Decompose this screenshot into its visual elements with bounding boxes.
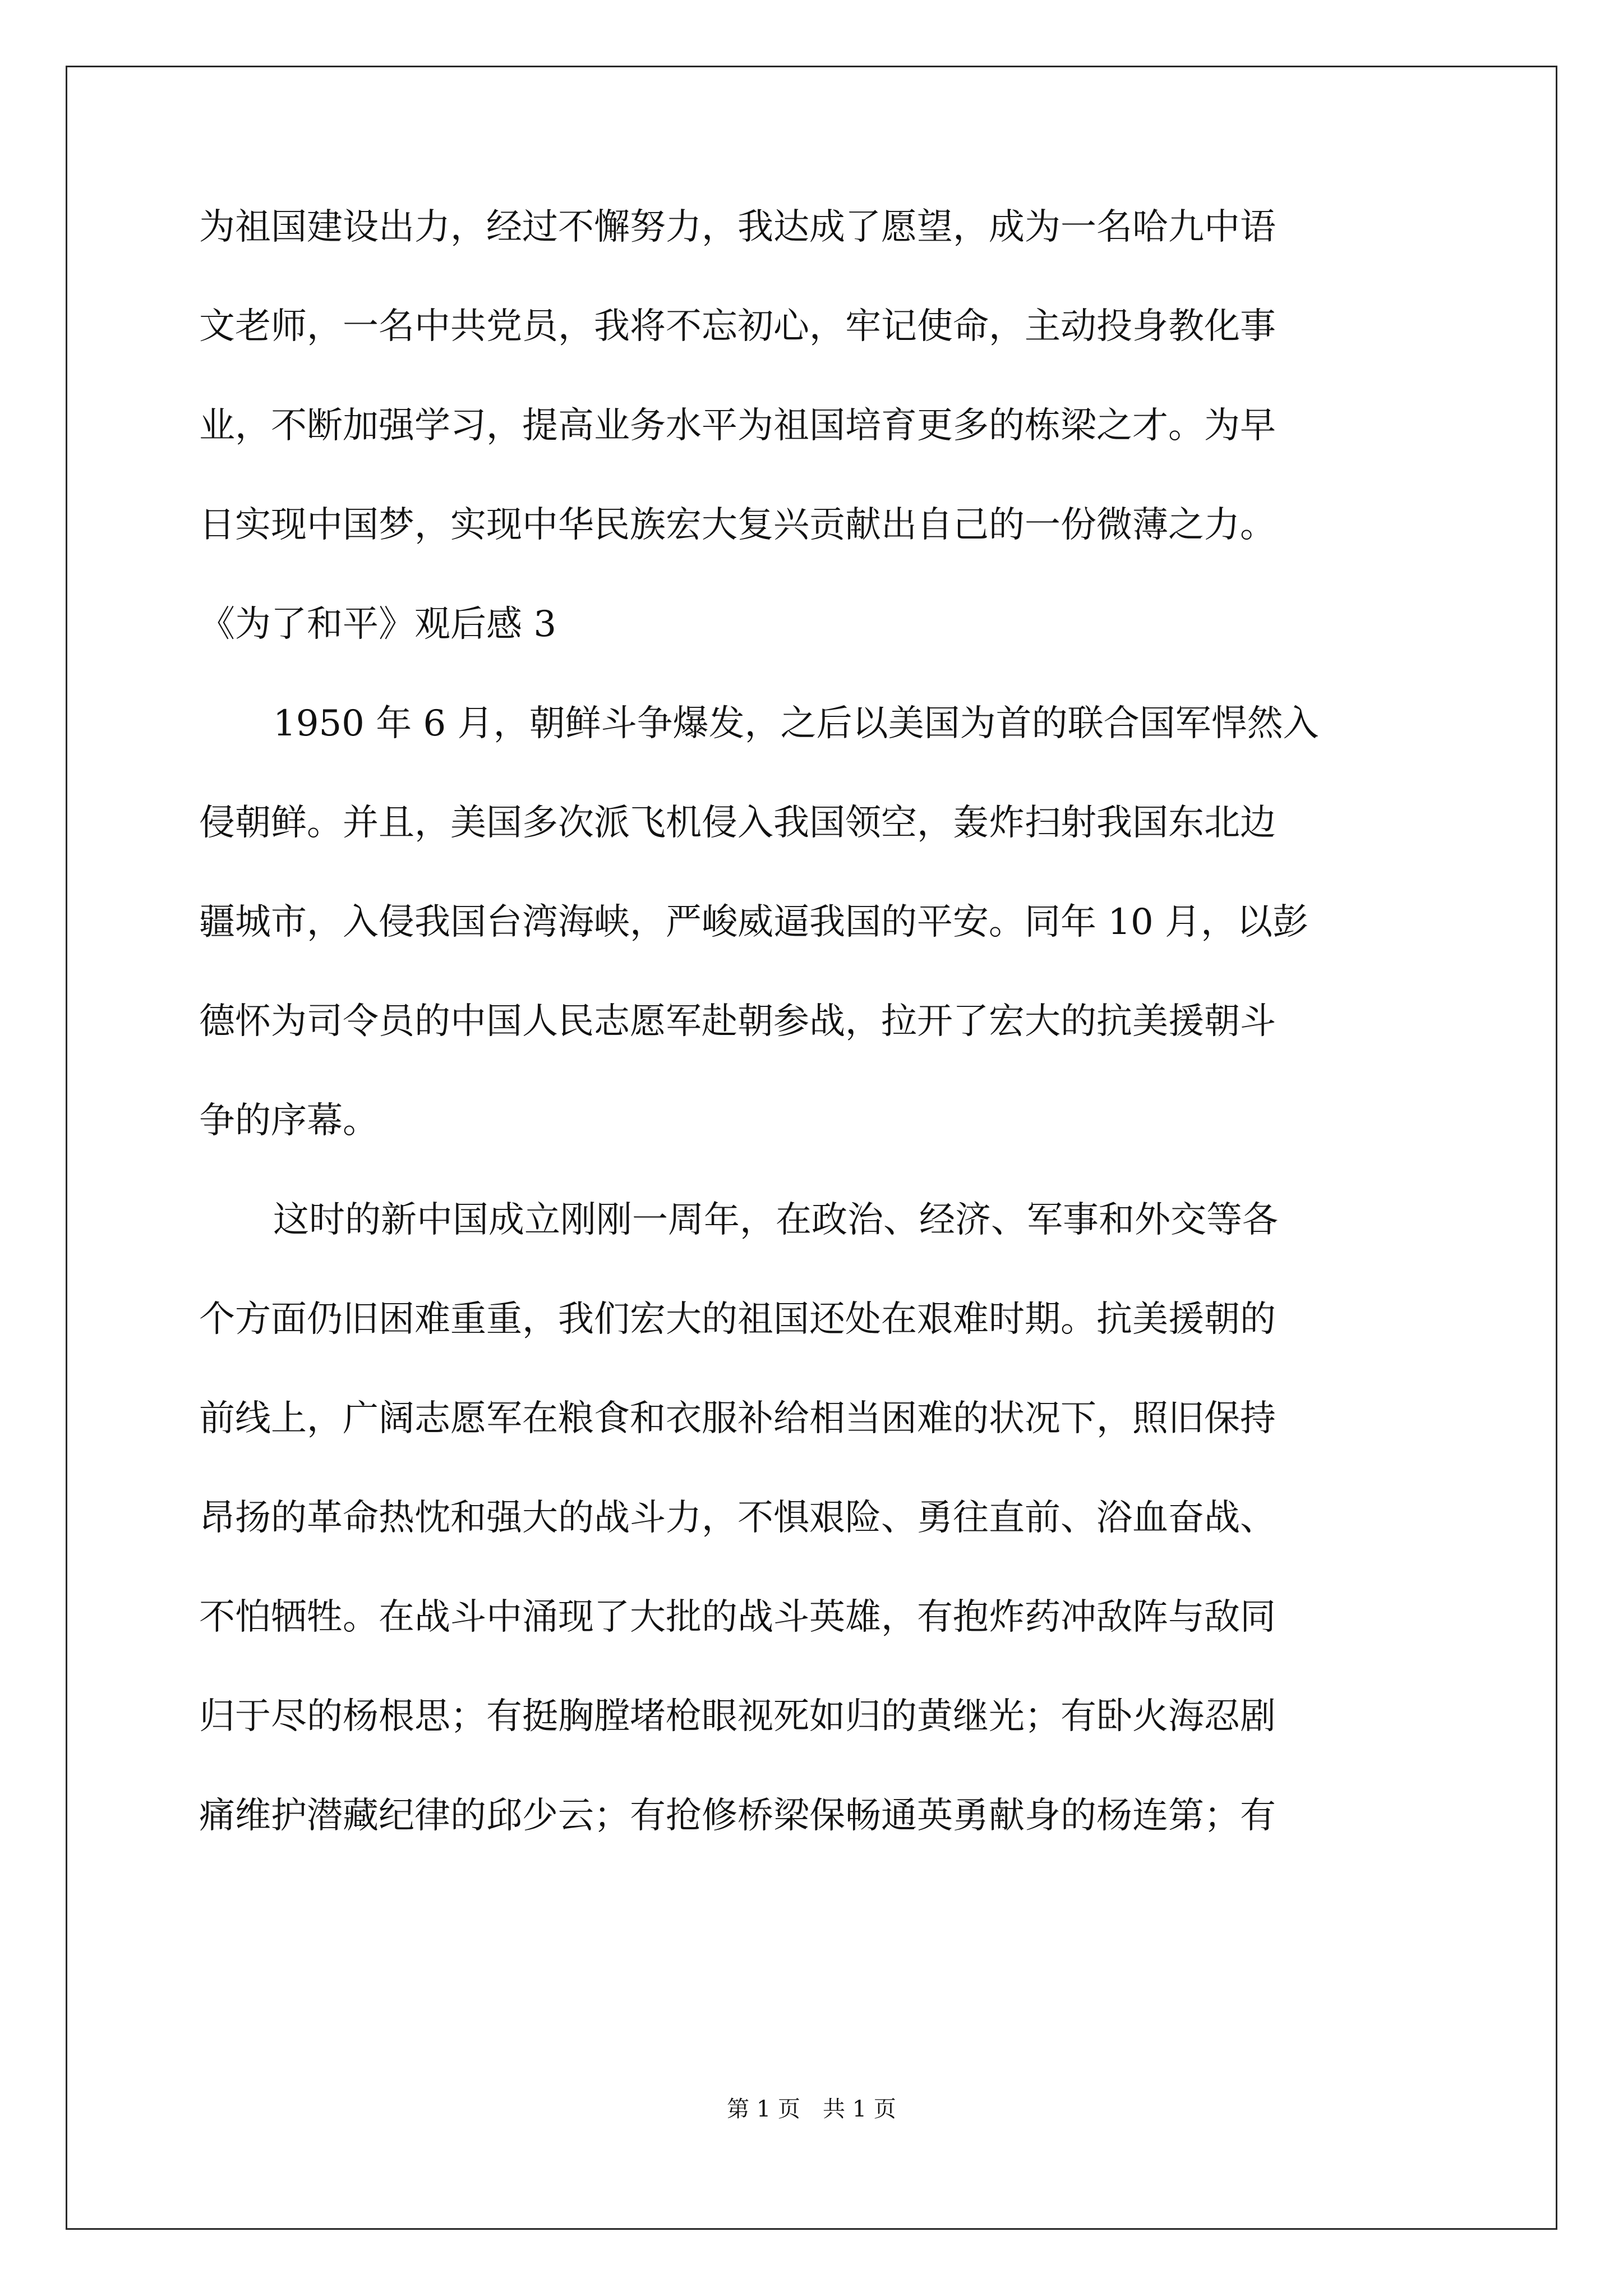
- section-heading: 《为了和平》观后感 3: [199, 604, 557, 645]
- text-line: 为祖国建设出力，经过不懈努力，我达成了愿望，成为一名哈九中语: [199, 206, 1276, 248]
- text-line: 业，不断加强学习，提高业务水平为祖国培育更多的栋梁之才。为早: [199, 405, 1276, 447]
- text-line: 痛维护潜藏纪律的邱少云；有抢修桥梁保畅通英勇献身的杨连第；有: [199, 1795, 1276, 1837]
- paragraph-first-line: 这时的新中国成立刚刚一周年，在政治、经济、军事和外交等各: [273, 1199, 1278, 1241]
- text-line: 日实现中国梦，实现中华民族宏大复兴贡献出自己的一份微薄之力。: [199, 504, 1276, 546]
- text-line: 文老师，一名中共党员，我将不忘初心，牢记使命，主动投身教化事: [199, 306, 1276, 347]
- text-line: 前线上，广阔志愿军在粮食和衣服补给相当困难的状况下，照旧保持: [199, 1398, 1276, 1439]
- text-line: 争的序幕。: [199, 1100, 379, 1142]
- paragraph-first-line: 1950 年 6 月，朝鲜斗争爆发，之后以美国为首的联合国军悍然入: [273, 703, 1319, 744]
- text-line: 疆城市，入侵我国台湾海峡，严峻威逼我国的平安。同年 10 月，以彭: [199, 901, 1309, 943]
- text-line: 侵朝鲜。并且，美国多次派飞机侵入我国领空，轰炸扫射我国东北边: [199, 802, 1276, 844]
- text-line: 个方面仍旧困难重重，我们宏大的祖国还处在艰难时期。抗美援朝的: [199, 1299, 1276, 1340]
- text-line: 不怕牺牲。在战斗中涌现了大批的战斗英雄，有抱炸药冲敌阵与敌同: [199, 1596, 1276, 1638]
- page-footer: 第 1 页 共 1 页: [727, 2096, 896, 2122]
- text-line: 德怀为司令员的中国人民志愿军赴朝参战，拉开了宏大的抗美援朝斗: [199, 1001, 1276, 1042]
- text-line: 昂扬的革命热忱和强大的战斗力，不惧艰险、勇往直前、浴血奋战、: [199, 1497, 1276, 1539]
- text-line: 归于尽的杨根思；有挺胸膛堵枪眼视死如归的黄继光；有卧火海忍剧: [199, 1696, 1276, 1737]
